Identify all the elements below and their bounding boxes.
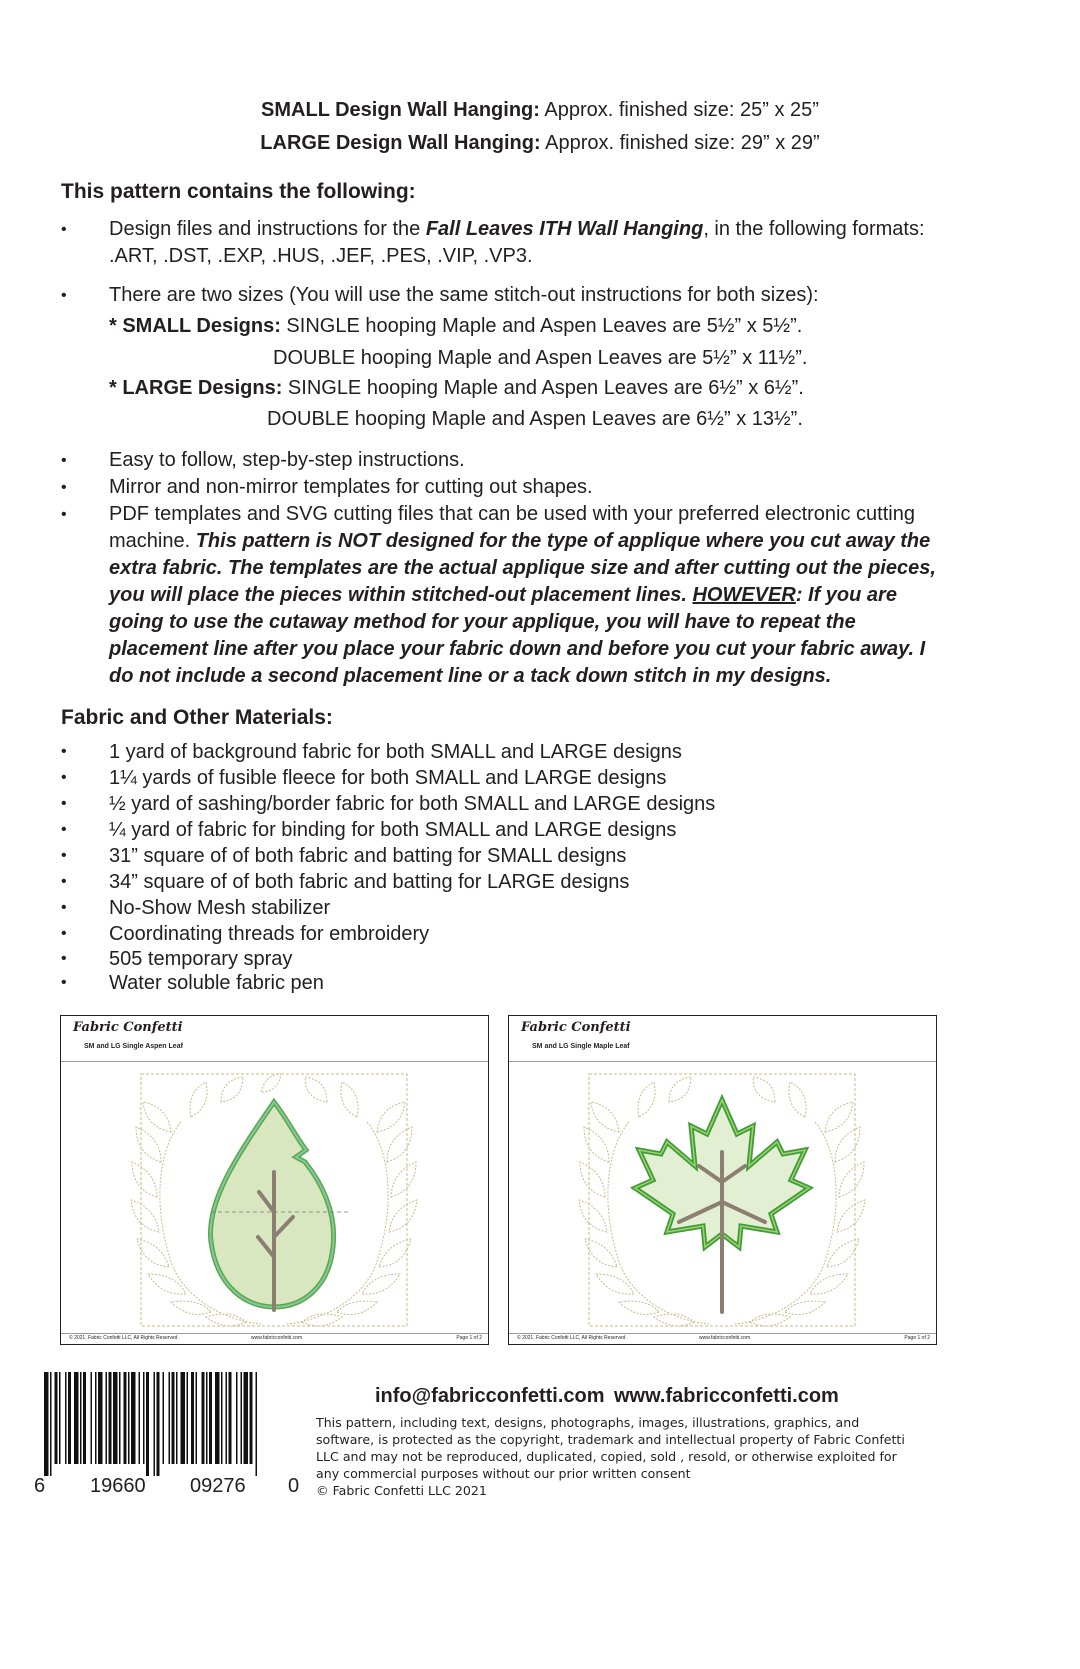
legal-text: This pattern, including text, designs, photographs, images, illustrations, graphics, and software, is protected as the copyright, trademark and intellectual property of Fabric Confetti LLC and may not be reproduced, duplicated, copied, sold , resold, or otherwise exploited for any commercial purposes without our prior written consent xyxy=(316,1415,905,1481)
large-designs-single xyxy=(61,374,941,403)
barcode-bar xyxy=(169,1372,171,1464)
card-brand: Fabric Confetti xyxy=(73,1020,183,1035)
card-subtitle: SM and LG Single Aspen Leaf xyxy=(84,1043,183,1050)
contents-bullet-steps: • Easy to follow, step-by-step instructions. xyxy=(61,447,941,474)
barcode-bar xyxy=(226,1372,228,1464)
contents-bullet-templates: • Mirror and non-mirror templates for cutting out shapes. xyxy=(61,474,941,501)
barcode-bar xyxy=(236,1372,238,1464)
barcode-bar xyxy=(98,1372,103,1464)
barcode-bar xyxy=(172,1372,175,1464)
barcode-bar xyxy=(163,1372,165,1464)
barcode-bar xyxy=(124,1372,127,1464)
legal-notice xyxy=(316,1414,906,1499)
barcode-bar xyxy=(250,1372,253,1464)
contact-website[interactable]: www.fabricconfetti.com xyxy=(614,1385,839,1407)
pdf-note-cont: : If you are going to use the cutaway method for your applique, you will have to repeat the placement line after you place your fabric down and before you cut your fabric away. I do not include a second placement line or a tack down stitch in my designs. xyxy=(109,584,926,687)
barcode-bar xyxy=(83,1372,86,1464)
small-size-line xyxy=(0,94,1080,127)
large-designs-double: DOUBLE hooping Maple and Aspen Leaves are 6½” x 13½”. xyxy=(267,408,803,430)
material-item: • 34” square of of both fabric and batting for LARGE designs xyxy=(61,869,941,895)
material-item: • ½ yard of sashing/border fabric for both SMALL and LARGE designs xyxy=(61,791,941,817)
barcode-bar xyxy=(181,1372,186,1464)
material-item: • 1 yard of background fabric for both SMALL and LARGE designs xyxy=(61,739,941,765)
small-designs-label: * SMALL Designs: xyxy=(109,315,281,337)
barcode-bar xyxy=(109,1372,112,1464)
card-copyright: © 2021, Fabric Confetti LLC, All Rights Reserved xyxy=(69,1335,178,1341)
large-size-label: LARGE Design Wall Hanging: xyxy=(260,132,541,154)
large-single-text: SINGLE hooping Maple and Aspen Leaves are 6½” x 6½”. xyxy=(282,377,804,399)
barcode-bar xyxy=(154,1372,156,1476)
small-size-label: SMALL Design Wall Hanging: xyxy=(261,99,540,121)
card-url: www.fabricconfetti.com xyxy=(699,1335,751,1341)
card-url: www.fabricconfetti.com xyxy=(251,1335,303,1341)
material-item: • 1¼ yards of fusible fleece for both SMALL and LARGE designs xyxy=(61,765,941,791)
large-size-line xyxy=(0,127,1080,160)
barcode-bar xyxy=(215,1372,220,1464)
barcode-bar xyxy=(106,1372,108,1464)
barcode-bar xyxy=(202,1372,205,1464)
maple-leaf-illustration xyxy=(509,1062,936,1332)
barcode-bar xyxy=(146,1372,149,1476)
barcode-bar xyxy=(50,1372,52,1476)
card-footer-line xyxy=(509,1333,936,1334)
barcode-bar xyxy=(256,1372,258,1476)
card-footer-line xyxy=(61,1333,488,1334)
barcode-bar xyxy=(187,1372,189,1464)
barcode-bar xyxy=(65,1372,67,1464)
barcode-bar xyxy=(95,1372,97,1464)
barcode-bar xyxy=(221,1372,223,1464)
barcode-bar xyxy=(229,1372,232,1464)
barcode-bar xyxy=(196,1372,198,1464)
barcode-digit-first: 6 xyxy=(34,1475,46,1497)
materials-heading: Fabric and Other Materials: xyxy=(61,706,333,729)
barcode-bar xyxy=(131,1372,136,1464)
material-item: • Water soluble fabric pen xyxy=(61,971,941,995)
large-size-value: Approx. finished size: 29” x 29” xyxy=(540,132,820,154)
contents-heading: This pattern contains the following: xyxy=(61,180,416,203)
barcode-bar xyxy=(139,1372,141,1464)
contents-bullet-sizes xyxy=(61,282,941,309)
maple-leaf-template-card xyxy=(508,1015,937,1345)
contents-section xyxy=(61,216,941,690)
barcode-bar xyxy=(80,1372,82,1464)
small-designs-single xyxy=(61,311,941,342)
aspen-leaf-template-card xyxy=(60,1015,489,1345)
pattern-title: Fall Leaves ITH Wall Hanging xyxy=(425,218,704,240)
barcode-bar xyxy=(91,1372,93,1464)
barcode-bar xyxy=(113,1372,118,1464)
barcode-bar xyxy=(119,1372,121,1464)
contact-email[interactable]: info@fabricconfetti.com xyxy=(375,1385,605,1407)
barcode-bar xyxy=(241,1372,243,1464)
contents-bullet-files xyxy=(61,216,941,270)
barcode-bar xyxy=(206,1372,208,1464)
small-size-value: Approx. finished size: 25” x 25” xyxy=(539,99,819,121)
barcode-bar xyxy=(191,1372,194,1464)
files-formats: , in the following formats: .ART, .DST, .EXP, .HUS, .JEF, .PES, .VIP, .VP3. xyxy=(109,218,925,267)
contents-bullet-pdf xyxy=(61,501,941,690)
card-brand: Fabric Confetti xyxy=(521,1020,631,1035)
barcode-bar xyxy=(59,1372,61,1464)
card-subtitle: SM and LG Single Maple Leaf xyxy=(532,1043,630,1050)
barcode-bar xyxy=(44,1372,49,1476)
pdf-however: HOWEVER xyxy=(692,584,796,606)
materials-list xyxy=(61,739,941,995)
barcode-bar xyxy=(74,1372,79,1464)
material-item: • 31” square of of both fabric and batting for SMALL designs xyxy=(61,843,941,869)
barcode-digits-left: 19660 xyxy=(90,1475,146,1497)
upc-barcode xyxy=(34,1372,302,1498)
barcode-bar xyxy=(55,1372,58,1464)
material-item: • 505 temporary spray xyxy=(61,947,941,971)
files-text: Design files and instructions for the xyxy=(109,218,426,240)
small-designs-double: DOUBLE hooping Maple and Aspen Leaves are 5½” x 11½”. xyxy=(273,347,808,369)
large-designs-label: * LARGE Designs: xyxy=(109,377,283,399)
barcode-digit-last: 0 xyxy=(288,1475,300,1497)
material-item: • ¼ yard of fabric for binding for both SMALL and LARGE designs xyxy=(61,817,941,843)
barcode-bar xyxy=(128,1372,130,1464)
material-item: • Coordinating threads for embroidery xyxy=(61,921,941,947)
barcode-bars xyxy=(40,1372,302,1476)
barcode-bar xyxy=(244,1372,249,1464)
barcode-bar xyxy=(209,1372,212,1464)
material-item: • No-Show Mesh stabilizer xyxy=(61,895,941,921)
barcode-bar xyxy=(157,1372,160,1476)
barcode-bar xyxy=(143,1372,145,1464)
finished-sizes xyxy=(0,94,1080,160)
card-page: Page 1 of 2 xyxy=(456,1335,482,1341)
barcode-digits-right: 09276 xyxy=(190,1475,246,1497)
aspen-leaf-illustration xyxy=(61,1062,488,1332)
legal-copyright: © Fabric Confetti LLC 2021 xyxy=(316,1483,487,1498)
pdf-note: This pattern is NOT designed for the type of applique where you cut away the extra fabric. The templates are the actual applique size and after cutting out the pieces, you will place the pieces within stitched-out placement lines. xyxy=(109,530,936,606)
small-single-text: SINGLE hooping Maple and Aspen Leaves are 5½” x 5½”. xyxy=(280,315,803,337)
card-copyright: © 2021, Fabric Confetti LLC, All Rights Reserved xyxy=(517,1335,626,1341)
pdf-text: PDF templates and SVG cutting files that can be used with your preferred electronic cutting machine. xyxy=(109,503,915,552)
barcode-bar xyxy=(68,1372,71,1464)
sizes-text: There are two sizes (You will use the same stitch-out instructions for both sizes): xyxy=(109,284,819,306)
barcode-bar xyxy=(176,1372,178,1464)
card-page: Page 1 of 2 xyxy=(904,1335,930,1341)
